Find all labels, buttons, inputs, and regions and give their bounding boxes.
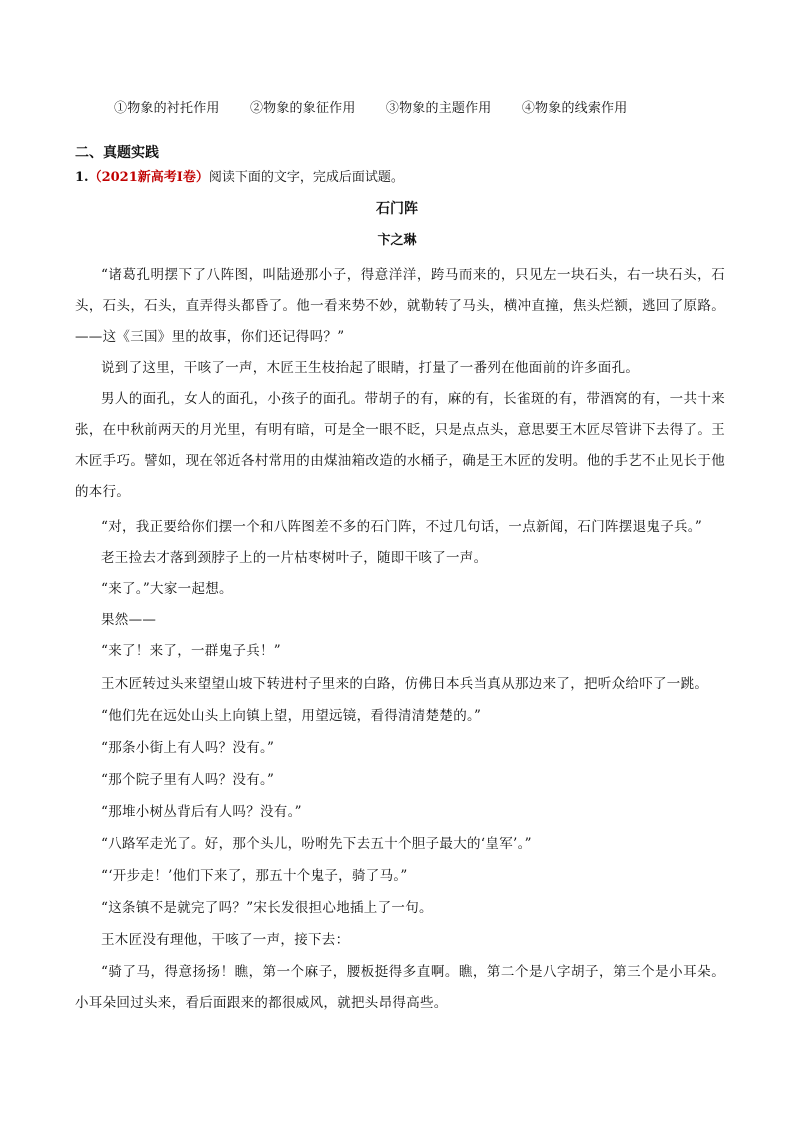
story-paragraph: “八路军走光了。好，那个头儿，吩咐先下去五十个胆子最大的‘皇军’。” xyxy=(101,836,532,852)
question-line xyxy=(75,166,404,185)
story-paragraph: “对，我正要给你们摆一个和八阵图差不多的石门阵，不过几句话，一点新闻，石门阵摆退鬼子兵。” xyxy=(101,519,703,535)
story-title: 石门阵 xyxy=(376,201,418,217)
story-paragraph: 男人的面孔，女人的面孔，小孩子的面孔。带胡子的有，麻的有，长雀斑的有，带酒窝的有，一共十来张，在中秋前两天的月光里，有明有暗，可是全一眼不眨，只是点点头，意思要王木匠尽管讲下去得了。王木匠手巧。譬如，现在邻近各村常用的由煤油箱改造的水桶子，确是王木匠的发明。他的手艺不止见长于他的本行。 xyxy=(75,391,725,500)
story-paragraph: 老王捡去才落到颈脖子上的一片枯枣树叶子，随即干咳了一声。 xyxy=(101,550,488,566)
story-paragraph: “来了。”大家一起想。 xyxy=(101,581,233,597)
section-heading: 二、真题实践 xyxy=(75,145,159,161)
story-paragraph: “这条镇不是就完了吗？”宋长发很担心地插上了一句。 xyxy=(101,900,433,916)
question-source: （2021新高考Ⅰ卷） xyxy=(88,170,209,185)
story-paragraph: 王木匠转过头来望望山坡下转进村子里来的白路，仿佛日本兵当真从那边来了，把听众给吓了一跳。 xyxy=(101,676,709,692)
story-paragraph: “他们先在远处山头上向镇上望，用望远镜，看得清清楚楚的。” xyxy=(101,708,482,724)
option-2: ②物象的象征作用 xyxy=(249,101,356,116)
story-author: 卞之琳 xyxy=(377,233,417,248)
story-paragraph: “‘开步走！’他们下来了，那五十个鬼子，骑了马。” xyxy=(101,868,408,884)
option-4: ④物象的线索作用 xyxy=(521,101,628,116)
question-number: 1. xyxy=(75,170,89,185)
story-paragraph: “那堆小树丛背后有人吗？没有。” xyxy=(101,804,302,820)
option-1: ①物象的衬托作用 xyxy=(114,101,220,116)
story-paragraph: “那条小街上有人吗？没有。” xyxy=(101,740,275,756)
story-paragraph: “来了！来了，一群鬼子兵！” xyxy=(101,643,282,659)
story-paragraph: 王木匠没有理他，干咳了一声，接下去： xyxy=(101,932,350,948)
story-paragraph: “诸葛孔明摆下了八阵图，叫陆逊那小子，得意洋洋，跨马而来的，只见左一块石头，右一块石头，石头，石头，石头，直弄得头都昏了。他一看来势不妙，就勒转了马头，横冲直撞，焦头烂额，逃回了原路。——这《三国》里的故事，你们还记得吗？” xyxy=(75,267,725,345)
option-3: ③物象的主题作用 xyxy=(385,101,492,116)
story-paragraph: 果然—— xyxy=(101,612,157,628)
question-instruction: 阅读下面的文字，完成后面试题。 xyxy=(208,170,404,185)
story-paragraph: 说到了这里，干咳了一声，木匠王生枝抬起了眼睛，打量了一番列在他面前的许多面孔。 xyxy=(101,360,640,376)
story-paragraph: “那个院子里有人吗？没有。” xyxy=(101,772,275,788)
story-paragraph: “骑了马，得意扬扬！瞧，第一个麻子，腰板挺得多直啊。瞧，第二个是八字胡子，第三个是小耳朵。小耳朵回过头来，看后面跟来的都很威风，就把头昂得高些。 xyxy=(75,964,725,1011)
answer-options xyxy=(114,97,653,116)
